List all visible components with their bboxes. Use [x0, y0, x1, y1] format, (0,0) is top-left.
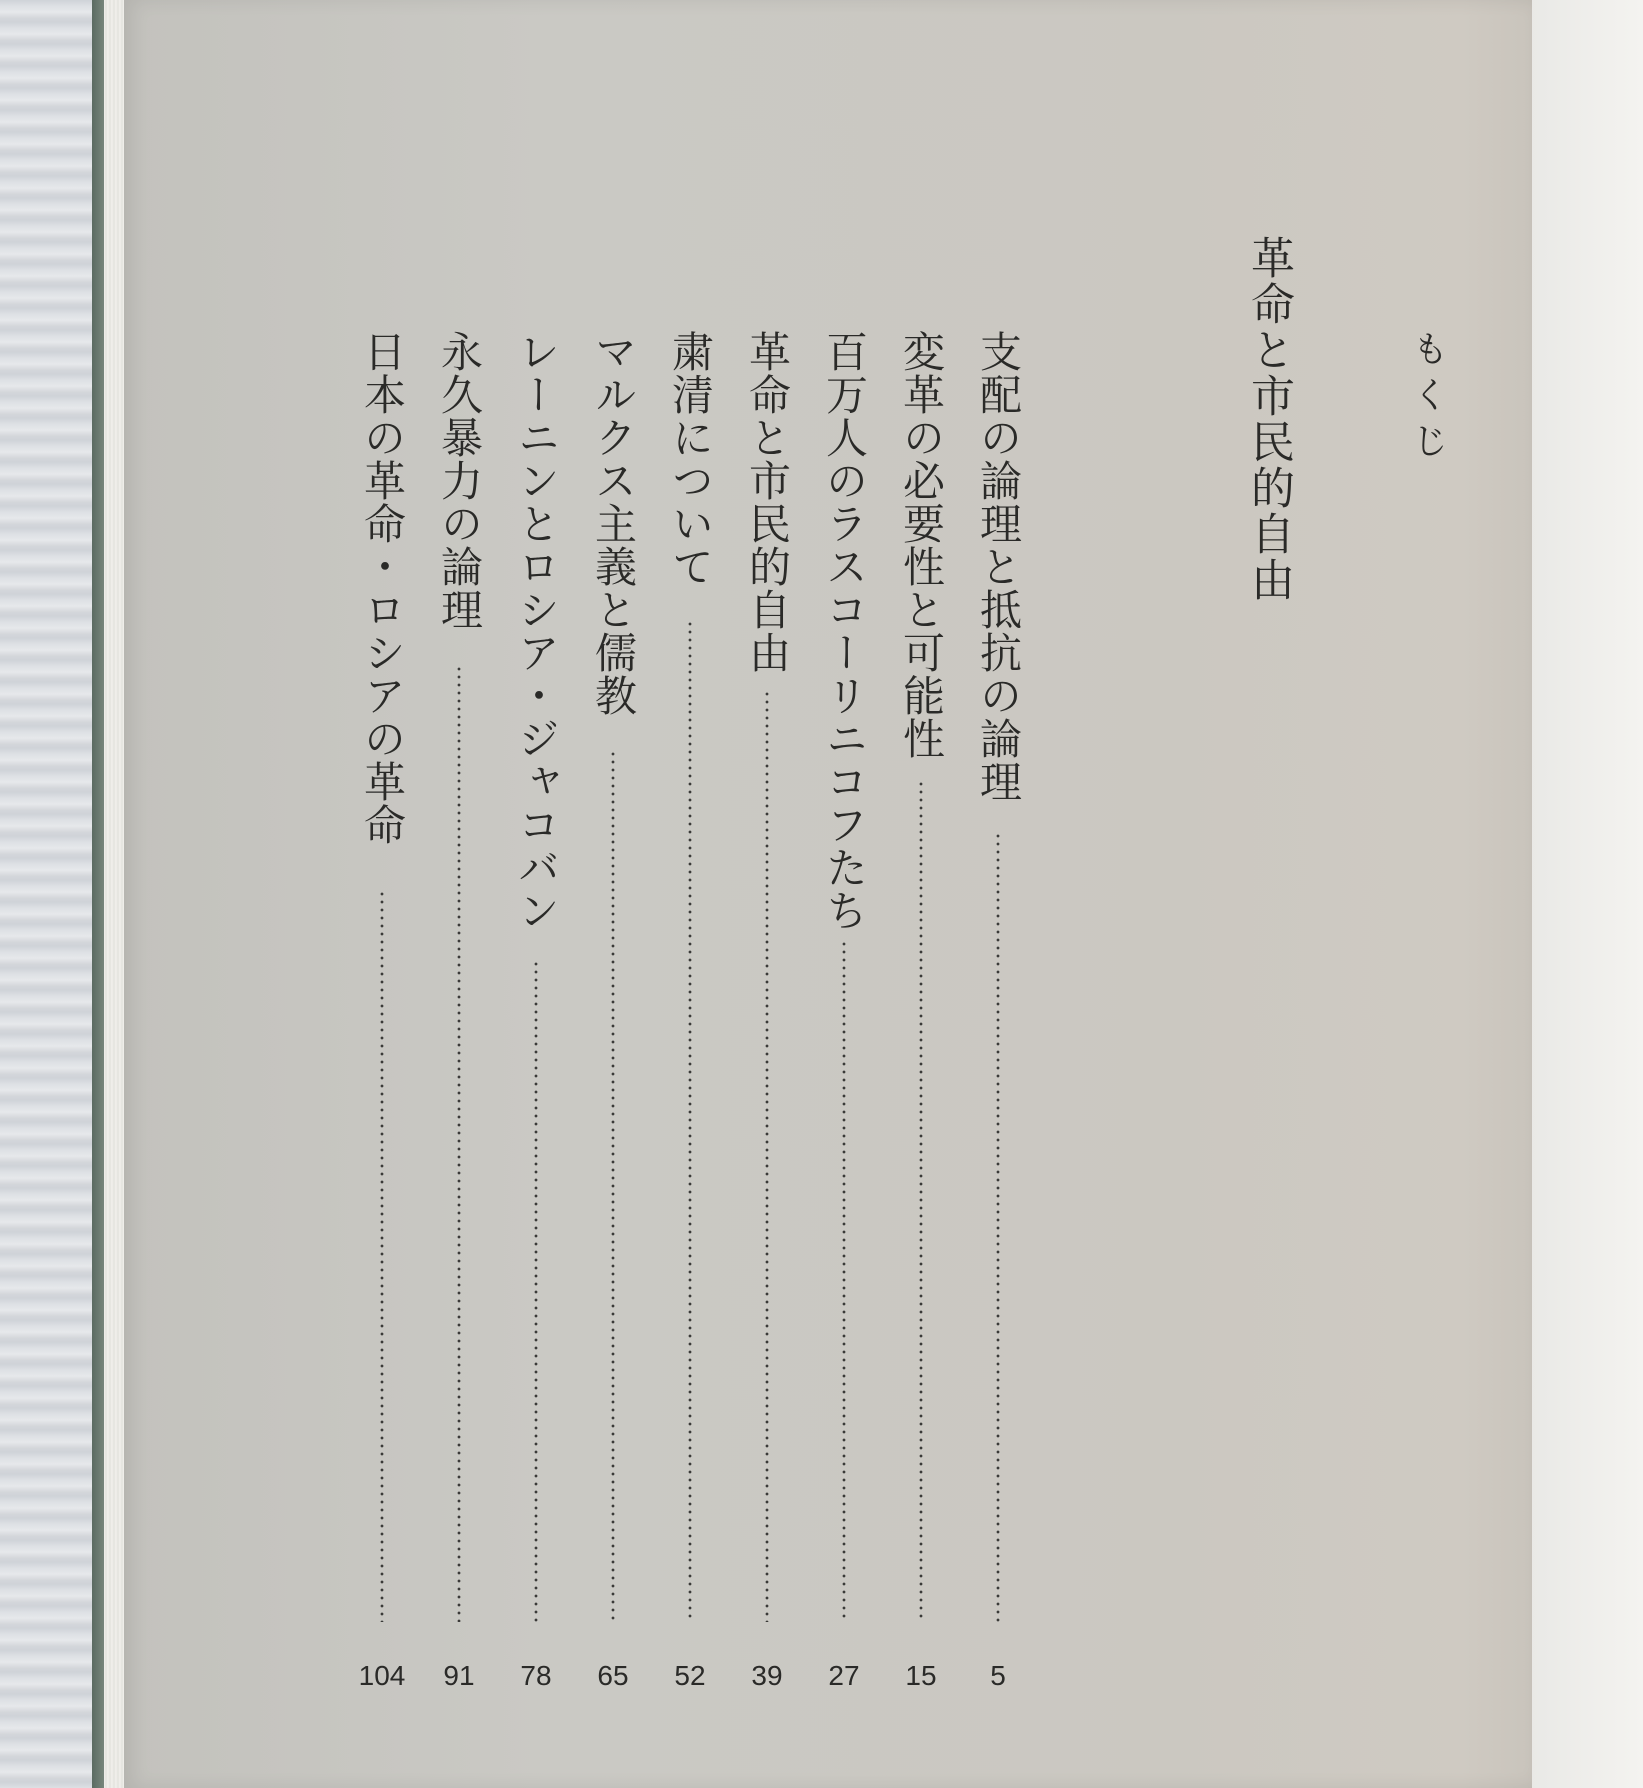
toc-entry-title: 変革の必要性と可能性 [897, 330, 946, 760]
toc-entry-title: 百万人のラスコーリニコフたち [820, 330, 869, 932]
toc-entry [660, 0, 720, 1788]
toc-entry-title: レーニンとロシア・ジャコバン [512, 330, 561, 932]
toc-entry-page: 52 [674, 1660, 706, 1691]
toc-entry [506, 0, 566, 1788]
toc-entry-title: 粛清について [666, 330, 715, 588]
toc-entry-page: 104 [358, 1660, 406, 1691]
toc-entry-title: 革命と市民的自由 [743, 330, 792, 674]
leader-dots [380, 890, 384, 1622]
toc-entry-page: 39 [751, 1660, 783, 1691]
leader-dots [688, 620, 692, 1622]
toc-entry-title: マルクス主義と儒教 [589, 330, 638, 717]
leader-dots [765, 690, 769, 1622]
toc-entry [583, 0, 643, 1788]
leader-dots [996, 832, 1000, 1622]
toc-entry-page: 15 [905, 1660, 937, 1691]
leader-dots [457, 665, 461, 1622]
table-surface [1530, 0, 1643, 1788]
page-stack-edge [104, 0, 126, 1788]
toc-entry [737, 0, 797, 1788]
toc-entry-title: 永久暴力の論理 [435, 330, 484, 631]
leader-dots [611, 750, 615, 1622]
toc-entry-title: 日本の革命・ロシアの革命 [358, 330, 407, 846]
book-page [124, 0, 1532, 1788]
toc-entry [352, 0, 412, 1788]
toc-entry-page: 5 [990, 1660, 1006, 1691]
toc-entry-page: 78 [520, 1660, 552, 1691]
toc-entry-page: 91 [443, 1660, 475, 1691]
corrugated-backdrop [0, 0, 96, 1788]
leader-dots [534, 960, 538, 1622]
toc-entry [891, 0, 951, 1788]
toc-entry [429, 0, 489, 1788]
toc-entry [968, 0, 1028, 1788]
toc-entry [814, 0, 874, 1788]
toc-entry-page: 65 [597, 1660, 629, 1691]
book-title: 革命と市民的自由 [1243, 235, 1294, 603]
leader-dots [919, 780, 923, 1622]
toc-entry-page: 27 [828, 1660, 860, 1691]
leader-dots [842, 940, 846, 1622]
toc-entry-title: 支配の論理と抵抗の論理 [974, 330, 1023, 803]
toc-heading: もくじ [1407, 330, 1448, 468]
